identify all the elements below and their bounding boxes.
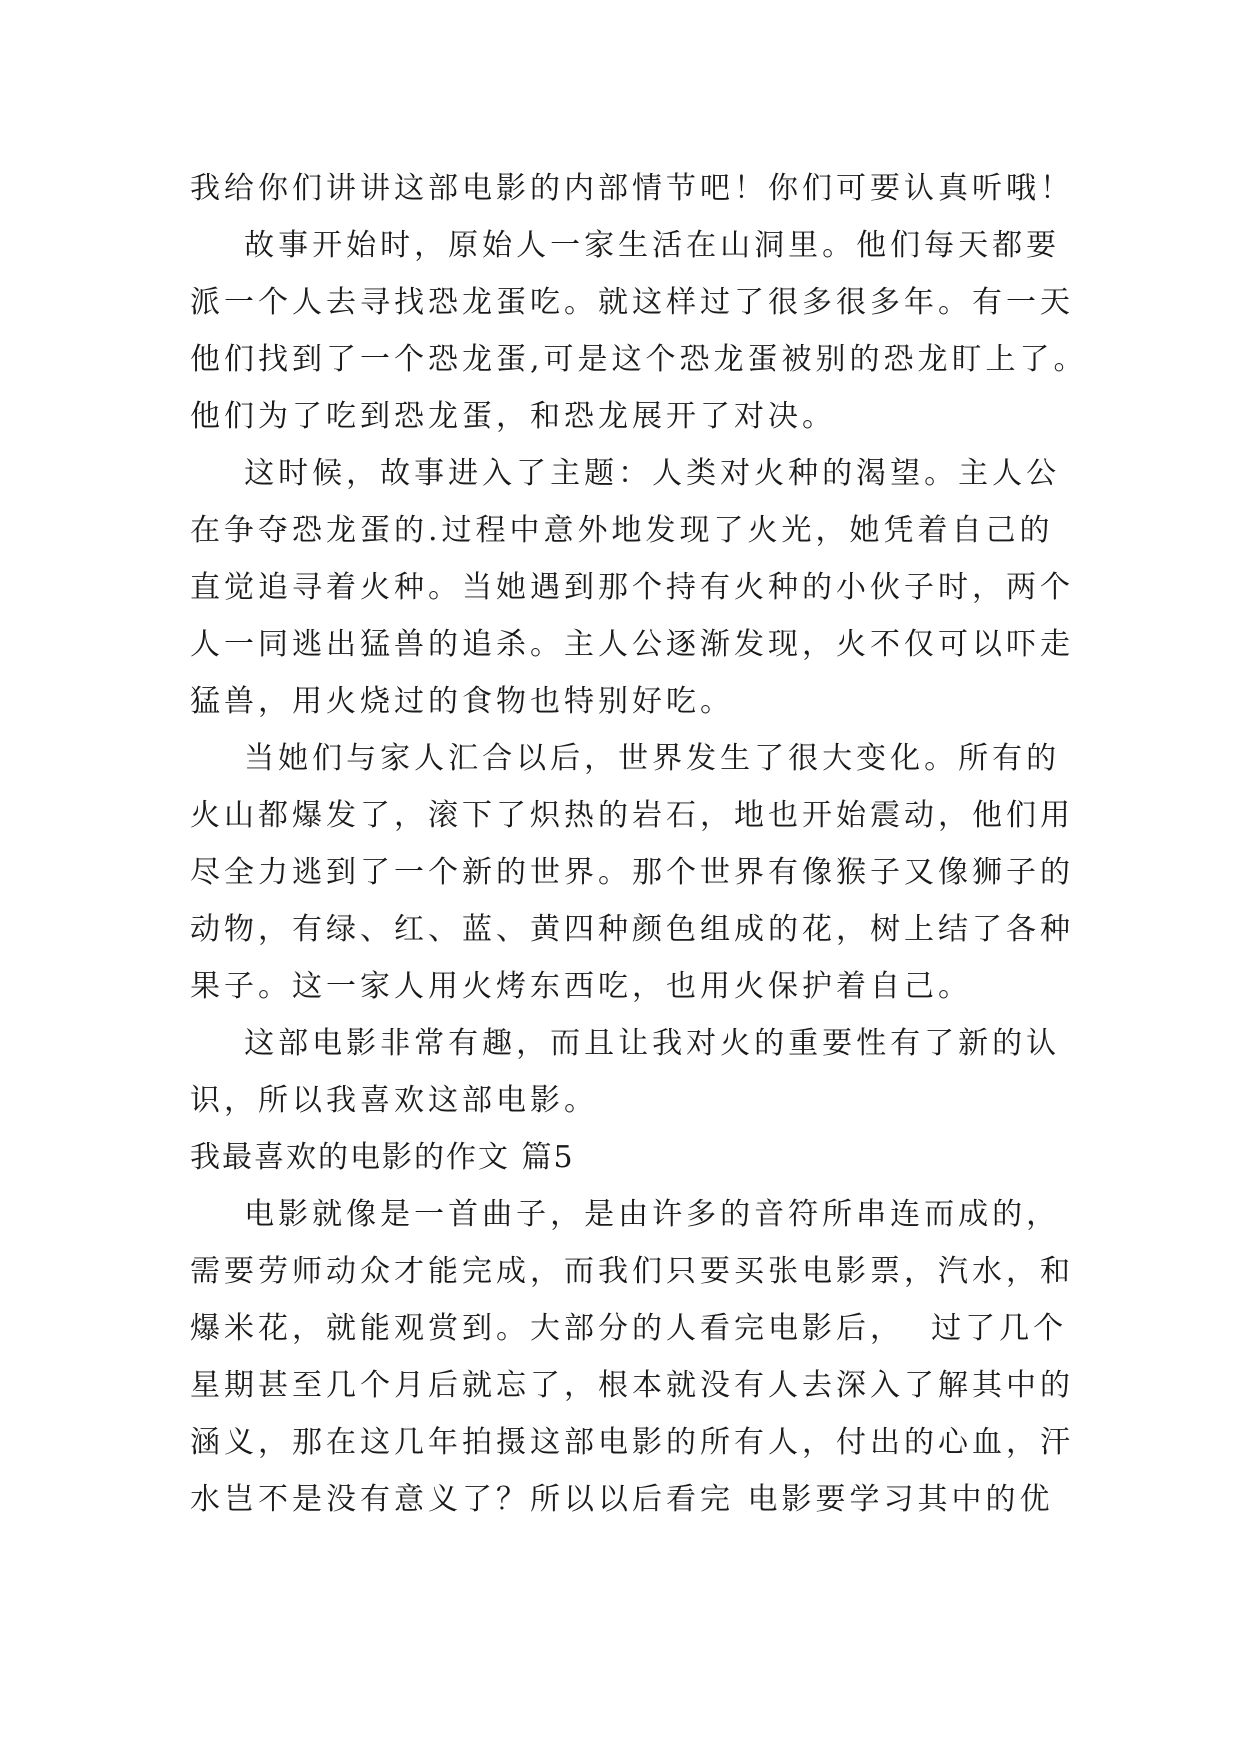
text-line: 他们找到了一个恐龙蛋,可是这个恐龙蛋被别的恐龙盯上了。 — [190, 342, 1088, 377]
text-line: 猛兽，用火烧过的食物也特别好吃。 — [190, 684, 734, 719]
text-line: 我给你们讲讲这部电影的内部情节吧！你们可要认真听哦！ — [190, 171, 1074, 206]
text-line: 这部电影非常有趣，而且让我对火的重要性有了新的认 — [190, 1026, 1061, 1061]
text-line: 水岂不是没有意义了？所以以后看完 电影要学习其中的优 — [190, 1482, 1054, 1517]
text-line: 尽全力逃到了一个新的世界。那个世界有像猴子又像狮子的 — [190, 855, 1074, 890]
text-line: 派一个人去寻找恐龙蛋吃。就这样过了很多很多年。有一天 — [190, 285, 1074, 320]
text-line: 电影就像是一首曲子，是由许多的音符所串连而成的， — [190, 1197, 1061, 1232]
text-line: 在争夺恐龙蛋的.过程中意外地发现了火光，她凭着自己的 — [190, 513, 1054, 548]
text-line: 这时候，故事进入了主题：人类对火种的渴望。主人公 — [190, 456, 1061, 491]
text-line: 果子。这一家人用火烤东西吃，也用火保护着自己。 — [190, 969, 972, 1004]
text-line: 识，所以我喜欢这部电影。 — [190, 1083, 598, 1118]
document-page — [190, 160, 1088, 1528]
text-line: 爆米花，就能观赏到。大部分的人看完电影后， 过了几个 — [190, 1311, 1068, 1346]
text-line: 他们为了吃到恐龙蛋，和恐龙展开了对决。 — [190, 399, 836, 434]
text-line: 当她们与家人汇合以后，世界发生了很大变化。所有的 — [190, 741, 1061, 776]
text-line: 动物，有绿、红、蓝、黄四种颜色组成的花，树上结了各种 — [190, 912, 1074, 947]
text-line: 故事开始时，原始人一家生活在山洞里。他们每天都要 — [190, 228, 1061, 263]
text-line: 需要劳师动众才能完成，而我们只要买张电影票，汽水，和 — [190, 1254, 1074, 1289]
section-heading: 我最喜欢的电影的作文 篇5 — [190, 1140, 575, 1175]
text-line: 涵义，那在这几年拍摄这部电影的所有人，付出的心血，汗 — [190, 1425, 1074, 1460]
text-line: 人一同逃出猛兽的追杀。主人公逐渐发现，火不仅可以吓走 — [190, 627, 1074, 662]
text-line: 星期甚至几个月后就忘了，根本就没有人去深入了解其中的 — [190, 1368, 1074, 1403]
text-line: 直觉追寻着火种。当她遇到那个持有火种的小伙子时，两个 — [190, 570, 1074, 605]
text-line: 火山都爆发了，滚下了炽热的岩石，地也开始震动，他们用 — [190, 798, 1074, 833]
